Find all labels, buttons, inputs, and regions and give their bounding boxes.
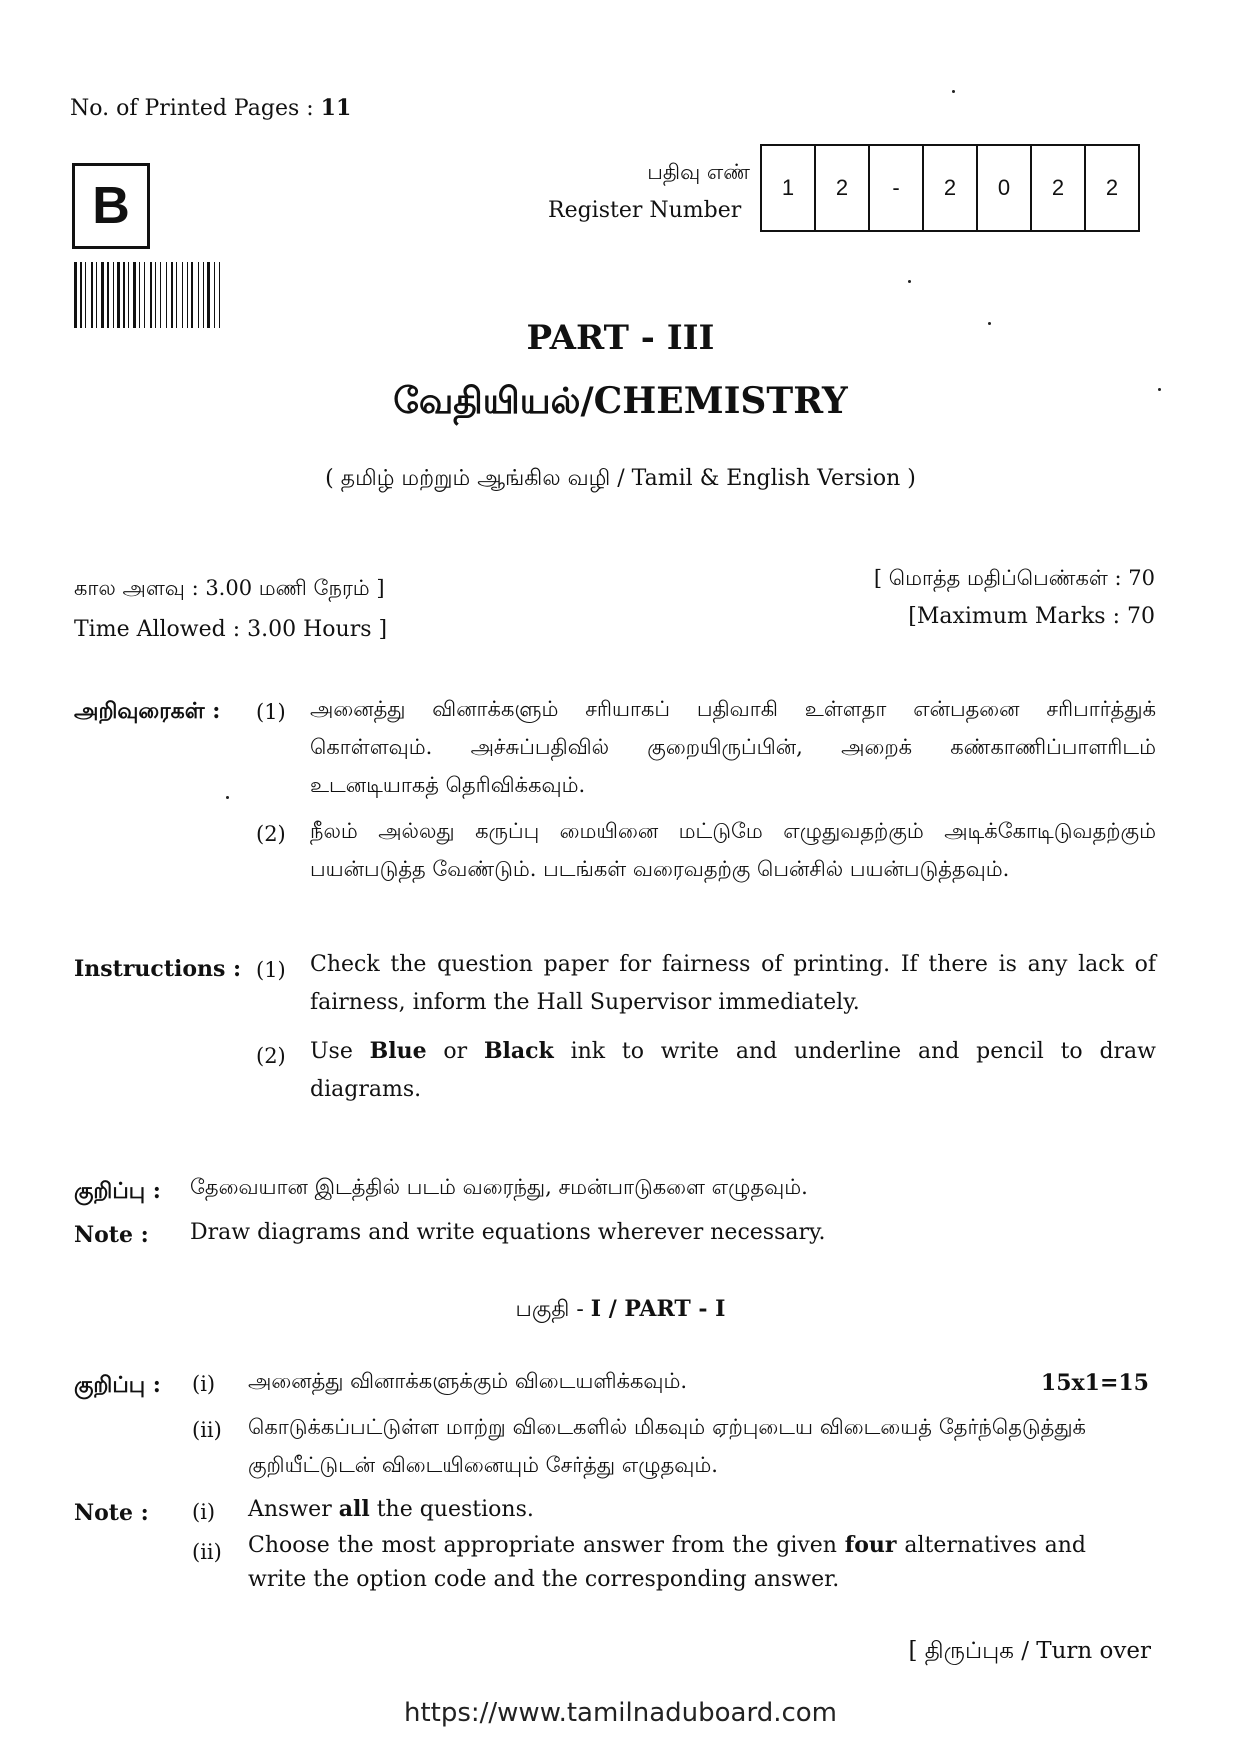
black-word: Black (483, 1038, 554, 1064)
scan-speck (1158, 388, 1161, 391)
instruction-tamil-1: அனைத்து வினாக்களும் சரியாகப் பதிவாகி உள்ளதா என்பதனை சரிபார்த்துக் கொள்ளவும். அச்சுப்பதிவில் குறையிருப்பின், அறைக் கண்காணிப்பாளரிடம் உடனடியாகத் தெரிவிக்கவும். (310, 697, 1156, 797)
note-number: (ii) (192, 1418, 222, 1442)
series-code-box: B (72, 163, 150, 249)
scan-speck (226, 796, 229, 799)
note-english-label: Note : (74, 1222, 149, 1248)
part1-note-english-1: Answer all the questions. (248, 1496, 534, 1522)
blue-word: Blue (369, 1038, 427, 1064)
part1-marks: 15x1=15 (1040, 1370, 1149, 1396)
scan-speck (952, 90, 955, 93)
register-digit: 2 (1105, 175, 1119, 200)
part1-note-tamil-1: அனைத்து வினாக்களுக்கும் விடையளிக்கவும். (248, 1369, 688, 1393)
register-label-tamil: பதிவு எண் (647, 160, 750, 184)
part-title: PART - III (526, 318, 715, 358)
instructions-tamil-label: அறிவுரைகள் : (74, 698, 221, 724)
subject-title: வேதியியல்/CHEMISTRY (393, 380, 848, 422)
register-number-boxes (760, 144, 1140, 232)
time-allowed-tamil: கால அளவு : 3.00 மணி நேரம் ] (74, 576, 385, 600)
note-english-text: Draw diagrams and write equations wherever necessary. (190, 1220, 826, 1245)
note-number: (i) (192, 1372, 216, 1396)
scan-speck (908, 280, 911, 283)
note-tamil-text: தேவையான இடத்தில் படம் வரைந்து, சமன்பாடுகளை எழுதவும். (190, 1175, 808, 1199)
printed-pages (70, 95, 351, 121)
register-digit: 2 (924, 146, 978, 230)
instruction-number: (2) (256, 822, 286, 846)
register-label-english: Register Number (548, 198, 742, 223)
register-digit: 2 (1032, 146, 1086, 230)
register-digit: 1 (762, 146, 816, 230)
printed-pages-value: 11 (320, 95, 352, 121)
instructions-english-label: Instructions : (74, 956, 242, 982)
time-allowed-english: Time Allowed : 3.00 Hours ] (74, 617, 388, 642)
max-marks-tamil: [ மொத்த மதிப்பெண்கள் : 70 (873, 566, 1155, 590)
instruction-tamil-2: நீலம் அல்லது கருப்பு மையினை மட்டுமே எழுதுவதற்கும் அடிக்கோடிடுவதற்கும் பயன்படுத்த வேண்டும். படங்கள் வரைவதற்கு பென்சில் பயன்படுத்தவும். (310, 819, 1156, 881)
instruction-number: (1) (256, 700, 286, 724)
part1-note-english-2: Choose the most appropriate answer from the given four alternatives and write the option code and the corresponding answer. (248, 1532, 1086, 1592)
part1-note-tamil-2: கொடுக்கப்பட்டுள்ள மாற்று விடைகளில் மிகவும் ஏற்புடைய விடையைத் தேர்ந்தெடுத்துக் குறியீட்டுடன் விடையினையும் சேர்த்து எழுதவும். (248, 1415, 1086, 1477)
turn-over: [ திருப்புக / Turn over (908, 1638, 1151, 1664)
register-digit: 2 (816, 146, 870, 230)
instruction-number: (2) (256, 1044, 286, 1068)
part1-heading: பகுதி - I / PART - I (515, 1296, 726, 1322)
instruction-english-2: Use Blue or Black ink to write and underline and pencil to draw diagrams. (310, 1038, 1157, 1102)
version-line: ( தமிழ் மற்றும் ஆங்கில வழி / Tamil & English Version ) (325, 466, 916, 491)
website-url: https://www.tamilnaduboard.com (403, 1698, 838, 1728)
register-digit: - (870, 146, 924, 230)
instruction-number: (1) (256, 958, 286, 982)
part1-note-english-label: Note : (74, 1500, 149, 1526)
part1-note-tamil-label: குறிப்பு : (74, 1372, 161, 1398)
printed-pages-label: No. of Printed Pages : (70, 96, 314, 121)
note-number: (ii) (192, 1540, 222, 1564)
max-marks-english: [Maximum Marks : 70 (908, 604, 1155, 629)
register-digit: 0 (978, 146, 1032, 230)
note-number: (i) (192, 1500, 216, 1524)
scan-speck (988, 322, 991, 325)
instruction-english-1: Check the question paper for fairness of printing. If there is any lack of fairness, inform the Hall Supervisor immediately. (310, 952, 1156, 1015)
note-tamil-label: குறிப்பு : (74, 1178, 161, 1204)
